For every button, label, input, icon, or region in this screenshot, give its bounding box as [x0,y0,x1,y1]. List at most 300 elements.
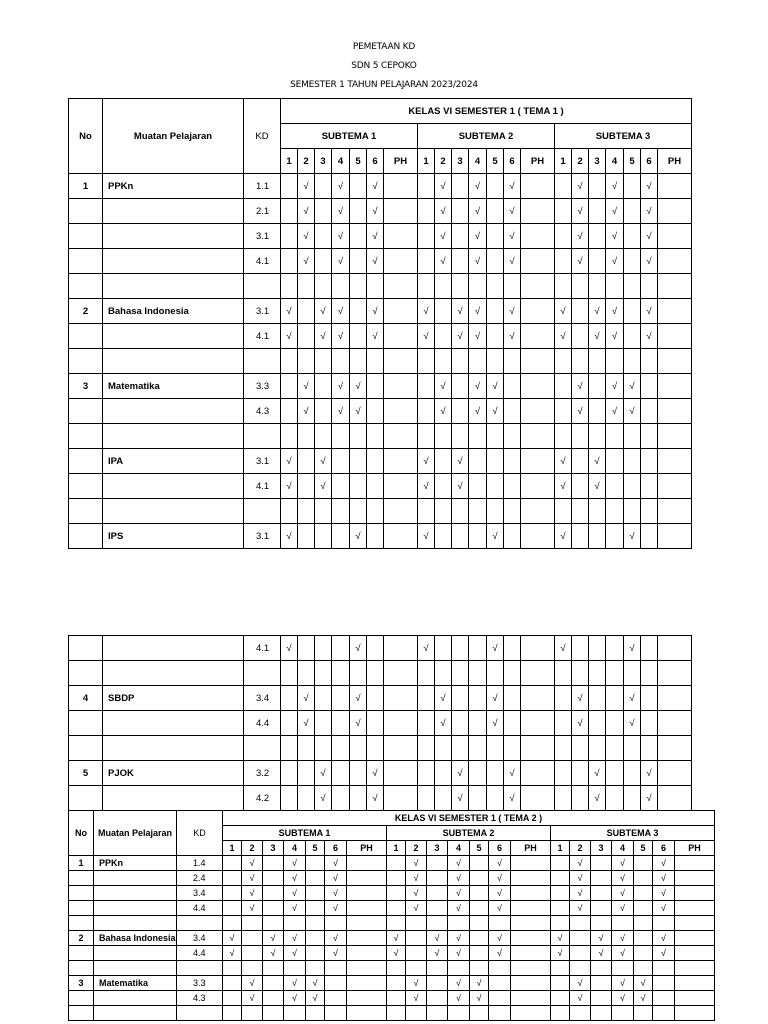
row-no: 3 [69,976,94,991]
empty-cell [384,374,418,399]
empty-cell [263,1006,284,1021]
empty-cell [367,274,384,299]
subject-cell: Bahasa Indonesia [94,931,177,946]
empty-cell [624,449,641,474]
check-mark: √ [242,901,263,916]
check-mark: √ [653,901,675,916]
empty-cell [350,249,367,274]
empty-cell [521,686,555,711]
row-no [69,524,103,549]
subject-cell: PPKn [103,174,244,199]
empty-cell [634,916,653,931]
check-mark: √ [487,399,504,424]
empty-cell [487,736,504,761]
check-mark: √ [570,901,591,916]
empty-cell [350,661,367,686]
empty-cell [306,916,325,931]
check-mark: √ [418,299,435,324]
empty-cell [406,961,427,976]
empty-cell [658,474,692,499]
empty-cell [521,224,555,249]
empty-cell [555,761,572,786]
table-row [69,374,692,399]
empty-cell [284,916,306,931]
subtema1-col-ph: PH [384,149,418,174]
check-mark: √ [350,524,367,549]
check-mark: √ [641,299,658,324]
empty-cell [242,1006,263,1021]
check-mark: √ [469,249,487,274]
empty-cell [521,524,555,549]
empty-cell [223,871,242,886]
empty-cell [641,524,658,549]
empty-cell [263,916,284,931]
empty-cell [469,424,487,449]
table-row [69,661,692,686]
empty-cell [591,991,612,1006]
empty-cell [551,916,570,931]
check-mark: √ [418,449,435,474]
kd-cell: 1.4 [177,856,223,871]
empty-cell [641,424,658,449]
empty-cell [555,686,572,711]
empty-cell [452,499,469,524]
empty-cell [406,1006,427,1021]
empty-cell [418,249,435,274]
check-mark: √ [387,946,406,961]
empty-cell [452,174,469,199]
check-mark: √ [606,399,624,424]
empty-cell [589,249,606,274]
subtema1-col-5: 5 [306,841,325,856]
empty-cell [347,946,387,961]
empty-cell [589,736,606,761]
empty-cell [298,636,315,661]
empty-cell [452,661,469,686]
empty-cell [504,736,521,761]
table-row [69,871,715,886]
check-mark: √ [641,786,658,811]
check-mark: √ [653,856,675,871]
empty-cell [306,1006,325,1021]
check-mark: √ [653,946,675,961]
empty-cell [418,711,435,736]
check-mark: √ [612,901,634,916]
subtema3-col-5: 5 [634,841,653,856]
tema-title: KELAS VI SEMESTER 1 ( TEMA 2 ) [223,811,715,826]
empty-cell [281,224,298,249]
check-mark: √ [624,711,641,736]
check-mark: √ [406,976,427,991]
empty-cell [315,199,332,224]
empty-cell [634,946,653,961]
check-mark: √ [589,324,606,349]
empty-cell [406,931,427,946]
empty-cell [658,174,692,199]
empty-cell [298,499,315,524]
kd-cell: 4.1 [244,474,281,499]
empty-cell [469,686,487,711]
empty-cell [521,249,555,274]
table-row [69,249,692,274]
check-mark: √ [223,931,242,946]
empty-cell [298,274,315,299]
subtema1-col-5: 5 [350,149,367,174]
empty-cell [325,1006,347,1021]
empty-cell [658,224,692,249]
check-mark: √ [606,224,624,249]
check-mark: √ [284,886,306,901]
empty-cell [367,736,384,761]
empty-cell [658,661,692,686]
check-mark: √ [281,524,298,549]
empty-cell [242,931,263,946]
subtema2-header: SUBTEMA 2 [387,826,551,841]
empty-cell [555,224,572,249]
empty-cell [470,946,489,961]
table-row [69,349,692,374]
empty-cell [591,961,612,976]
empty-cell [384,636,418,661]
kd-cell: 3.3 [177,976,223,991]
subject-cell [103,349,244,374]
check-mark: √ [367,199,384,224]
check-mark: √ [570,991,591,1006]
check-mark: √ [612,991,634,1006]
kd-cell [177,916,223,931]
empty-cell [384,299,418,324]
check-mark: √ [452,299,469,324]
empty-cell [572,299,589,324]
kd-cell: 2.4 [177,871,223,886]
empty-cell [263,961,284,976]
empty-cell [350,299,367,324]
check-mark: √ [223,946,242,961]
empty-cell [306,871,325,886]
empty-cell [332,474,350,499]
empty-cell [572,424,589,449]
empty-cell [384,324,418,349]
table-row [69,761,692,786]
empty-cell [470,886,489,901]
subject-cell [103,636,244,661]
table-row [69,976,715,991]
empty-cell [452,199,469,224]
subtema3-header: SUBTEMA 3 [555,124,692,149]
subtema1-col-1: 1 [223,841,242,856]
subtema1-header: SUBTEMA 1 [223,826,387,841]
col-no: No [69,811,94,856]
subject-cell [94,946,177,961]
empty-cell [469,661,487,686]
empty-cell [452,274,469,299]
empty-cell [427,916,448,931]
empty-cell [223,961,242,976]
subtema2-col-ph: PH [511,841,551,856]
empty-cell [675,976,715,991]
row-no [69,901,94,916]
check-mark: √ [435,174,452,199]
empty-cell [384,736,418,761]
kd-cell [177,1006,223,1021]
check-mark: √ [298,174,315,199]
empty-cell [325,976,347,991]
row-no [69,449,103,474]
check-mark: √ [284,856,306,871]
empty-cell [350,474,367,499]
row-no [69,199,103,224]
check-mark: √ [653,886,675,901]
empty-cell [367,499,384,524]
check-mark: √ [435,224,452,249]
empty-cell [387,916,406,931]
subject-cell [103,274,244,299]
check-mark: √ [298,399,315,424]
subtema3-col-ph: PH [675,841,715,856]
subject-cell [103,199,244,224]
empty-cell [223,856,242,871]
empty-cell [521,761,555,786]
subject-cell [103,661,244,686]
check-mark: √ [606,174,624,199]
empty-cell [589,399,606,424]
check-mark: √ [572,374,589,399]
check-mark: √ [570,871,591,886]
table-row [69,399,692,424]
empty-cell [306,886,325,901]
check-mark: √ [298,199,315,224]
row-no: 3 [69,374,103,399]
empty-cell [624,474,641,499]
empty-cell [641,711,658,736]
check-mark: √ [435,686,452,711]
empty-cell [284,961,306,976]
empty-cell [435,524,452,549]
empty-cell [521,349,555,374]
empty-cell [452,224,469,249]
check-mark: √ [589,474,606,499]
empty-cell [470,856,489,871]
subject-cell: Bahasa Indonesia [103,299,244,324]
check-mark: √ [242,886,263,901]
check-mark: √ [572,249,589,274]
empty-cell [223,976,242,991]
kd-cell [177,961,223,976]
row-no [69,886,94,901]
empty-cell [263,976,284,991]
empty-cell [624,786,641,811]
empty-cell [347,991,387,1006]
empty-cell [281,424,298,449]
empty-cell [634,901,653,916]
empty-cell [675,1006,715,1021]
empty-cell [263,886,284,901]
empty-cell [263,901,284,916]
empty-cell [606,736,624,761]
check-mark: √ [332,199,350,224]
empty-cell [487,661,504,686]
empty-cell [641,686,658,711]
empty-cell [350,224,367,249]
row-no: 4 [69,686,103,711]
check-mark: √ [298,711,315,736]
empty-cell [350,324,367,349]
row-no [69,399,103,424]
empty-cell [325,991,347,1006]
check-mark: √ [332,174,350,199]
empty-cell [555,174,572,199]
empty-cell [606,274,624,299]
empty-cell [387,976,406,991]
subject-cell: PPKn [94,856,177,871]
empty-cell [555,274,572,299]
empty-cell [658,711,692,736]
row-no: 1 [69,174,103,199]
check-mark: √ [624,636,641,661]
subtema3-col-6: 6 [653,841,675,856]
subtema2-col-6: 6 [489,841,511,856]
subject-cell [103,786,244,811]
empty-cell [504,636,521,661]
empty-cell [384,424,418,449]
check-mark: √ [624,524,641,549]
empty-cell [384,449,418,474]
empty-cell [406,916,427,931]
empty-cell [624,424,641,449]
subject-cell: Matematika [94,976,177,991]
check-mark: √ [281,449,298,474]
empty-cell [435,636,452,661]
subtema3-col-ph: PH [658,149,692,174]
empty-cell [634,871,653,886]
subject-cell: Matematika [103,374,244,399]
empty-cell [469,761,487,786]
empty-cell [384,661,418,686]
check-mark: √ [606,324,624,349]
empty-cell [504,711,521,736]
empty-cell [487,299,504,324]
empty-cell [487,761,504,786]
empty-cell [551,976,570,991]
empty-cell [332,761,350,786]
empty-cell [641,449,658,474]
empty-cell [470,871,489,886]
empty-cell [418,374,435,399]
empty-cell [551,1006,570,1021]
empty-cell [487,324,504,349]
check-mark: √ [624,399,641,424]
empty-cell [675,886,715,901]
empty-cell [350,761,367,786]
table-row [69,274,692,299]
empty-cell [658,736,692,761]
empty-cell [427,976,448,991]
col-no: No [69,99,103,174]
empty-cell [653,961,675,976]
col-muatan: Muatan Pelajaran [94,811,177,856]
check-mark: √ [242,991,263,1006]
check-mark: √ [504,299,521,324]
empty-cell [418,224,435,249]
row-no [69,224,103,249]
empty-cell [658,199,692,224]
subtema2-col-5: 5 [487,149,504,174]
check-mark: √ [591,946,612,961]
empty-cell [469,524,487,549]
row-no [69,786,103,811]
check-mark: √ [551,946,570,961]
empty-cell [551,961,570,976]
check-mark: √ [572,399,589,424]
empty-cell [591,886,612,901]
empty-cell [551,901,570,916]
table-row [69,199,692,224]
empty-cell [487,349,504,374]
empty-cell [332,499,350,524]
empty-cell [435,424,452,449]
row-no [69,711,103,736]
table-row [69,174,692,199]
empty-cell [658,249,692,274]
empty-cell [511,946,551,961]
empty-cell [350,424,367,449]
empty-cell [347,886,387,901]
empty-cell [367,449,384,474]
empty-cell [589,374,606,399]
empty-cell [427,961,448,976]
empty-cell [511,961,551,976]
check-mark: √ [469,299,487,324]
check-mark: √ [504,174,521,199]
check-mark: √ [298,686,315,711]
empty-cell [435,786,452,811]
subtema1-col-4: 4 [284,841,306,856]
empty-cell [487,474,504,499]
table-row [69,736,692,761]
empty-cell [572,661,589,686]
empty-cell [489,1006,511,1021]
empty-cell [452,524,469,549]
check-mark: √ [504,249,521,274]
table-row [69,916,715,931]
check-mark: √ [555,636,572,661]
empty-cell [306,931,325,946]
empty-cell [555,349,572,374]
empty-cell [452,249,469,274]
check-mark: √ [589,761,606,786]
check-mark: √ [591,931,612,946]
empty-cell [675,901,715,916]
empty-cell [418,199,435,224]
empty-cell [555,199,572,224]
check-mark: √ [572,199,589,224]
empty-cell [487,449,504,474]
check-mark: √ [487,711,504,736]
empty-cell [551,856,570,871]
check-mark: √ [325,901,347,916]
check-mark: √ [284,991,306,1006]
check-mark: √ [281,474,298,499]
kd-cell: 4.3 [244,399,281,424]
subject-cell [94,961,177,976]
empty-cell [347,916,387,931]
empty-cell [242,916,263,931]
check-mark: √ [284,946,306,961]
empty-cell [658,499,692,524]
kd-cell: 3.4 [177,931,223,946]
empty-cell [470,901,489,916]
subtema3-col-4: 4 [606,149,624,174]
